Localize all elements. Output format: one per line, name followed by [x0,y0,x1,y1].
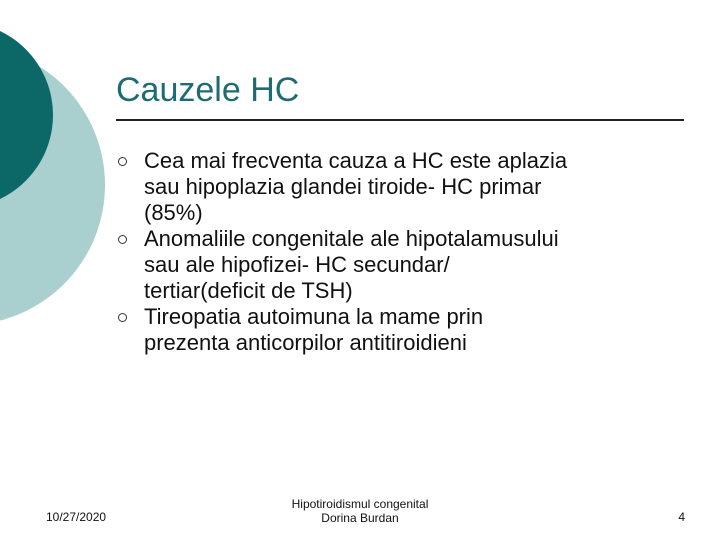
slide-title: Cauzele HC [116,71,300,109]
title-divider [116,119,684,121]
bullet-2-line-1: Anomaliile congenitale ale hipotalamusului [144,226,559,251]
bullet-1-line-1: Cea mai frecventa cauza a HC este aplazia [144,148,568,173]
hollow-circle-bullet-icon [118,235,127,244]
bullet-3-line-2: prezenta anticorpilor antitiroidieni [144,330,467,355]
footer-author: Dorina Burdan [321,511,399,525]
bullet-item-3 [118,304,678,356]
bullet-1-line-3: (85%) [144,200,203,225]
bullet-2-line-3: tertiar(deficit de TSH) [144,278,353,303]
footer-date: 10/27/2020 [46,510,107,524]
hollow-circle-bullet-icon [118,313,127,322]
bullet-item-1 [118,148,678,226]
bullet-3-line-1: Tireopatia autoimuna la mame prin [144,304,484,329]
dark-teal-circle [0,22,53,208]
footer-center-text [250,497,470,525]
bullet-item-2 [118,226,678,304]
hollow-circle-bullet-icon [118,157,127,166]
bullet-list [118,148,678,356]
page-number: 4 [678,510,685,524]
bullet-2-line-2: sau ale hipofizei- HC secundar/ [144,252,450,277]
light-teal-circle [0,45,105,325]
bullet-1-line-2: sau hipoplazia glandei tiroide- HC primar [144,174,542,199]
footer-presentation-title: Hipotiroidismul congenital [291,497,429,511]
